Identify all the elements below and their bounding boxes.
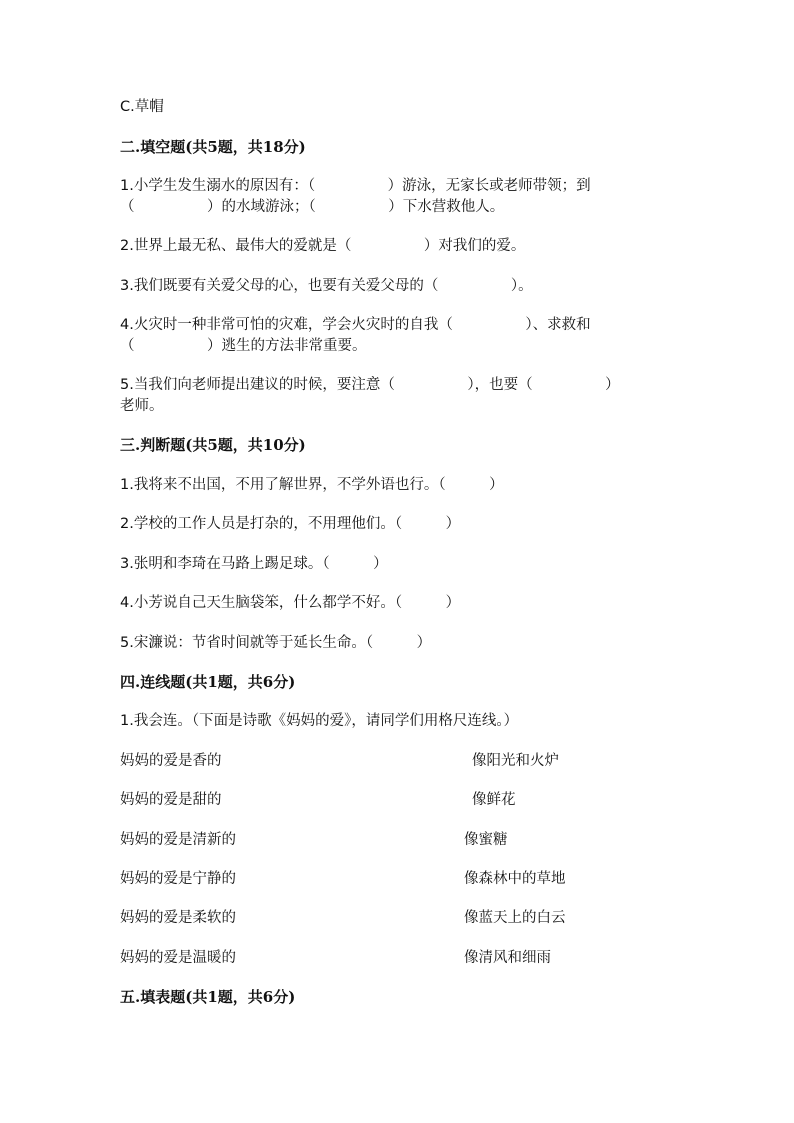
s3-q5: 5.宋濂说：节省时间就等于延长生命。（ ） [120,635,432,651]
match-left-1: 妈妈的爱是香的 [120,753,222,769]
s2-q1-line1: 1.小学生发生溺水的原因有：（ ）游泳，无家长或老师带领；到 [120,178,591,194]
s2-q5-line1: 5.当我们向老师提出建议的时候，要注意（ ），也要（ ） [120,377,620,393]
section5-heading: 五.填表题(共1题，共6分) [120,988,296,1006]
s2-q3: 3.我们既要有关爱父母的心，也要有关爱父母的（ ）。 [120,278,533,294]
s2-q5-line2: 老师。 [120,398,164,414]
s2-q2: 2.世界上最无私、最伟大的爱就是（ ）对我们的爱。 [120,238,526,254]
option-c: C.草帽 [120,99,164,115]
section3-heading: 三.判断题(共5题，共10分) [120,436,306,454]
s2-q4-line2: （ ）逃生的方法非常重要。 [120,338,367,354]
match-right-3: 像蜜糖 [464,832,508,848]
match-left-3: 妈妈的爱是清新的 [120,832,236,848]
match-left-5: 妈妈的爱是柔软的 [120,910,236,926]
s3-q4: 4.小芳说自己天生脑袋笨，什么都学不好。（ ） [120,595,461,611]
match-left-2: 妈妈的爱是甜的 [120,792,222,808]
s4-q1: 1.我会连。（下面是诗歌《妈妈的爱》，请同学们用格尺连线。） [120,713,519,729]
s2-q4-line1: 4.火灾时一种非常可怕的灾难，学会火灾时的自我（ ）、求救和 [120,317,591,333]
s2-q1-line2: （ ）的水域游泳；（ ）下水营救他人。 [120,199,505,215]
match-left-6: 妈妈的爱是温暖的 [120,950,236,966]
match-left-4: 妈妈的爱是宁静的 [120,871,236,887]
match-right-6: 像清风和细雨 [464,950,551,966]
s3-q3: 3.张明和李琦在马路上踢足球。（ ） [120,556,388,572]
match-right-5: 像蓝天上的白云 [464,910,566,926]
s3-q1: 1.我将来不出国，不用了解世界，不学外语也行。（ ） [120,477,504,493]
match-right-4: 像森林中的草地 [464,871,566,887]
section4-heading: 四.连线题(共1题，共6分) [120,673,296,691]
s3-q2: 2.学校的工作人员是打杂的，不用理他们。（ ） [120,516,461,532]
match-right-2: 像鲜花 [472,792,516,808]
section2-heading: 二.填空题(共5题，共18分) [120,138,306,156]
match-right-1: 像阳光和火炉 [472,753,559,769]
